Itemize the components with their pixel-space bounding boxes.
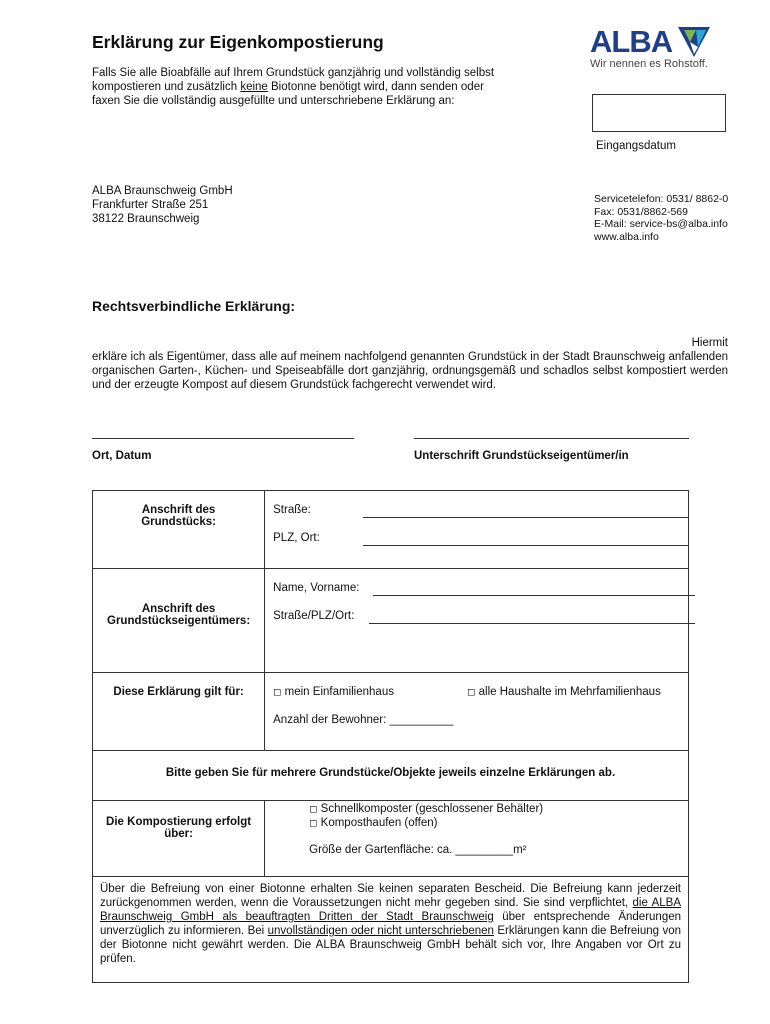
- logo-wordmark: ALBA: [590, 24, 673, 59]
- contact-fax: Fax: 0531/8862-569: [594, 205, 688, 218]
- residents-field[interactable]: Anzahl der Bewohner: __________: [273, 714, 454, 726]
- checkbox-icon[interactable]: ◻: [467, 687, 476, 698]
- name-field[interactable]: [373, 595, 695, 596]
- alba-logo: [590, 24, 740, 70]
- contact-phone: Servicetelefon: 0531/ 8862-0: [594, 193, 729, 205]
- form-table: [92, 490, 689, 983]
- receipt-date-label: Eingangsdatum: [596, 140, 676, 152]
- street-field[interactable]: [363, 517, 689, 518]
- composting-label: Die Kompostierung erfolgt über:: [93, 801, 265, 877]
- declaration-heading: Rechtsverbindliche Erklärung:: [92, 298, 296, 314]
- contact-info: [594, 193, 728, 243]
- intro-text: Falls Sie alle Bioabfälle auf Ihrem Grundstück ganzjährig und vollständig selbst kompostieren und zusätzlich keine Biotonne benötigt wird, dann senden oder faxen Sie die vollständig ausgefüllte und unterschriebene Erklärung an:: [92, 67, 495, 107]
- place-date-line[interactable]: [92, 438, 354, 439]
- recipient-address: ALBA Braunschweig GmbH Frankfurter Straße 251 38122 Braunschweig: [92, 185, 233, 225]
- place-date-label: Ort, Datum: [92, 450, 152, 462]
- checkbox-icon[interactable]: ◻: [309, 804, 318, 815]
- street-label: Straße:: [273, 504, 311, 516]
- contact-web: www.alba.info: [594, 230, 659, 243]
- logo-tagline: Wir nennen es Rohstoff.: [590, 58, 708, 70]
- applies-to-cell: [265, 673, 689, 751]
- receipt-date-box: [592, 94, 726, 132]
- garden-size-field[interactable]: Größe der Gartenfläche: ca. _________m²: [309, 844, 527, 856]
- owner-address-field[interactable]: [369, 623, 695, 624]
- owner-address-cell: [265, 569, 689, 673]
- property-address-cell: [265, 491, 689, 569]
- option-compost-heap[interactable]: ◻ Komposthaufen (offen): [309, 817, 438, 829]
- applies-to-label: Diese Erklärung gilt für:: [93, 673, 265, 751]
- name-label: Name, Vorname:: [273, 582, 360, 594]
- checkbox-icon[interactable]: ◻: [273, 687, 282, 698]
- property-address-label: Anschrift des Grundstücks:: [93, 491, 265, 569]
- page-title: Erklärung zur Eigenkompostierung: [92, 32, 384, 52]
- signature-line[interactable]: [414, 438, 689, 439]
- option-multi-house[interactable]: ◻ alle Haushalte im Mehrfamilienhaus: [467, 686, 661, 698]
- option-single-house[interactable]: ◻ mein Einfamilienhaus: [273, 686, 394, 698]
- owner-address-label: Anschrift des Grundstückseigentümers:: [93, 569, 265, 673]
- checkbox-icon[interactable]: ◻: [309, 818, 318, 829]
- logo-emblem-icon: [676, 25, 712, 59]
- composting-cell: [265, 801, 689, 877]
- plz-city-label: PLZ, Ort:: [273, 532, 320, 544]
- multiple-note-cell: [93, 751, 689, 801]
- plz-city-field[interactable]: [363, 545, 689, 546]
- exemption-notice: Über die Befreiung von einer Biotonne erhalten Sie keinen separaten Bescheid. Die Befreiung kann jederzeit zurückgenommen werden, wenn die Voraussetzungen nicht mehr gegeben sind. Sie sind verpflichtet, die ALBA Braunschweig GmbH als beauftragten Dritten der Stadt Braunschweig über entsprechende Änderungen unverzüglich zu informieren. Bei unvollständigen oder nicht unterschriebenen Erklärungen kann die Befreiung von der Biotonne nicht gewährt werden. Die ALBA Braunschweig GmbH behält sich vor, Ihre Angaben vor Ort zu prüfen.: [100, 883, 682, 965]
- signature-label: Unterschrift Grundstückseigentümer/in: [414, 450, 629, 462]
- multiple-objects-note: Bitte geben Sie für mehrere Grundstücke/Objekte jeweils einzelne Erklärungen ab.: [165, 767, 616, 779]
- owner-address-field-label: Straße/PLZ/Ort:: [273, 610, 355, 622]
- footer-cell: [93, 877, 689, 983]
- contact-email: E-Mail: service-bs@alba.info: [594, 218, 728, 230]
- declaration-text: Hiermit erkläre ich als Eigentümer, dass alle auf meinem nachfolgend genannten Grundstück in der Stadt Braunschweig anfallenden organischen Garten-, Küchen- und Speiseabfälle dort ganzjährig, ordnungsgemäß und schadlos selbst kompostiert werden und der erzeugte Kompost auf diesem Grundstück fachgerecht verwendet wird.: [92, 337, 728, 391]
- option-closed-composter[interactable]: ◻ Schnellkomposter (geschlossener Behälter): [309, 803, 544, 815]
